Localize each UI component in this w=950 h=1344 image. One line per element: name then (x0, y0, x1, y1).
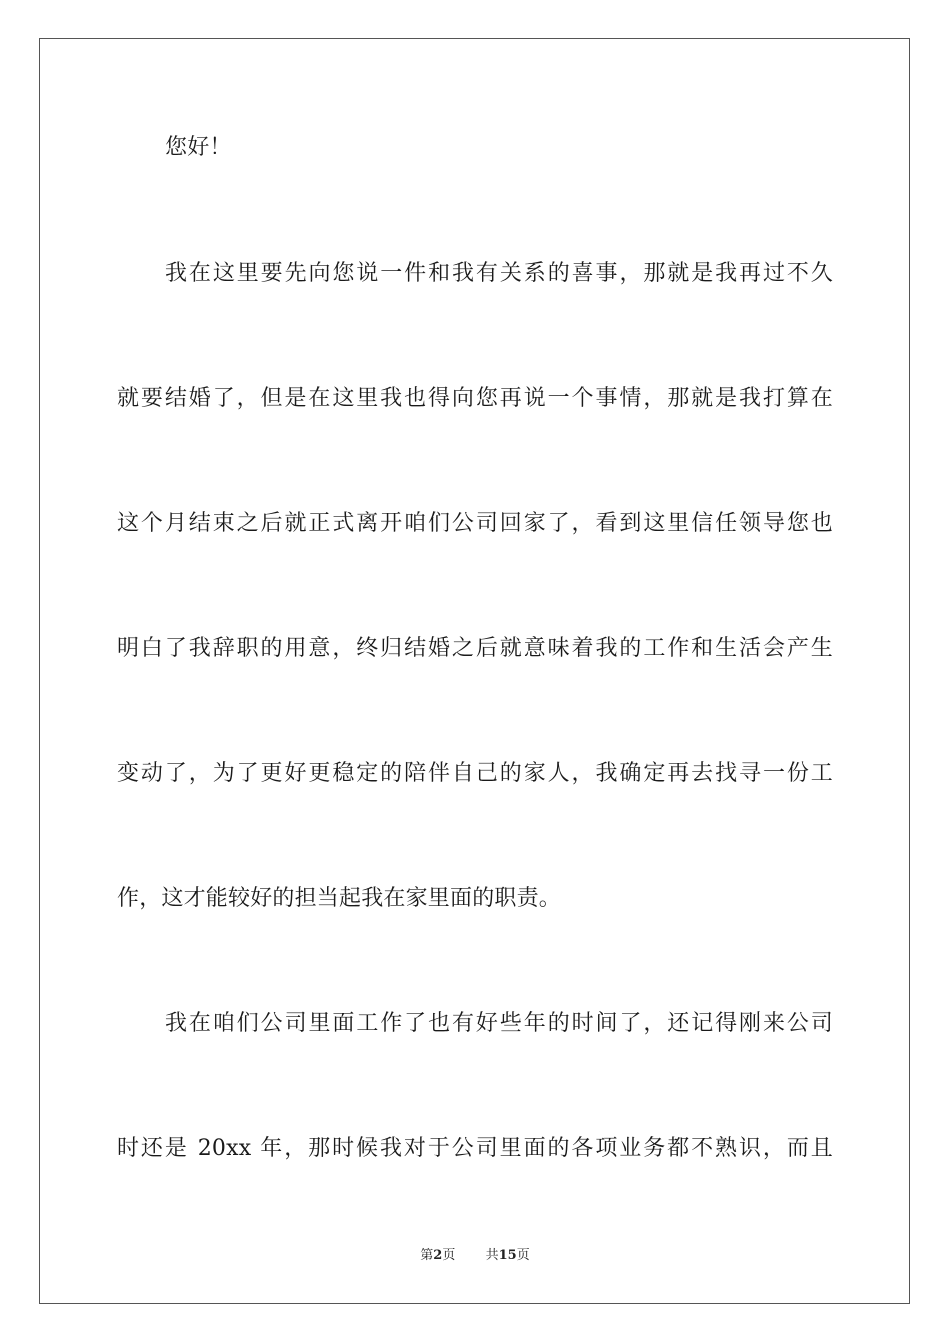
paragraph-1-line-6: 作，这才能较好的担当起我在家里面的职责。 (117, 886, 562, 911)
paragraph-1-line-5: 变动了，为了更好更稳定的陪伴自己的家人，我确定再去找寻一份工 (117, 761, 833, 786)
total-suffix: 页 (516, 1248, 530, 1263)
paragraph-1-line-2: 就要结婚了，但是在这里我也得向您再说一个事情，那就是我打算在 (117, 386, 833, 411)
page-number: 2 (433, 1248, 443, 1263)
page-frame (39, 38, 910, 1304)
total-prefix: 共 (485, 1248, 499, 1263)
total-indicator (486, 1247, 530, 1265)
page-indicator (420, 1247, 455, 1265)
page-prefix: 第 (420, 1248, 434, 1263)
page-footer (0, 1247, 950, 1265)
page-suffix: 页 (442, 1248, 456, 1263)
paragraph-2-line-1: 我在咱们公司里面工作了也有好些年的时间了，还记得刚来公司 (165, 1011, 833, 1036)
greeting-line: 您好！ (165, 135, 232, 160)
paragraph-1-line-4: 明白了我辞职的用意，终归结婚之后就意味着我的工作和生活会产生 (117, 636, 833, 661)
total-pages: 15 (498, 1248, 517, 1263)
paragraph-1-line-1: 我在这里要先向您说一件和我有关系的喜事，那就是我再过不久 (165, 261, 833, 286)
paragraph-2-line-2: 时还是 20xx 年，那时候我对于公司里面的各项业务都不熟识，而且 (117, 1136, 833, 1161)
paragraph-1-line-3: 这个月结束之后就正式离开咱们公司回家了，看到这里信任领导您也 (117, 511, 833, 536)
